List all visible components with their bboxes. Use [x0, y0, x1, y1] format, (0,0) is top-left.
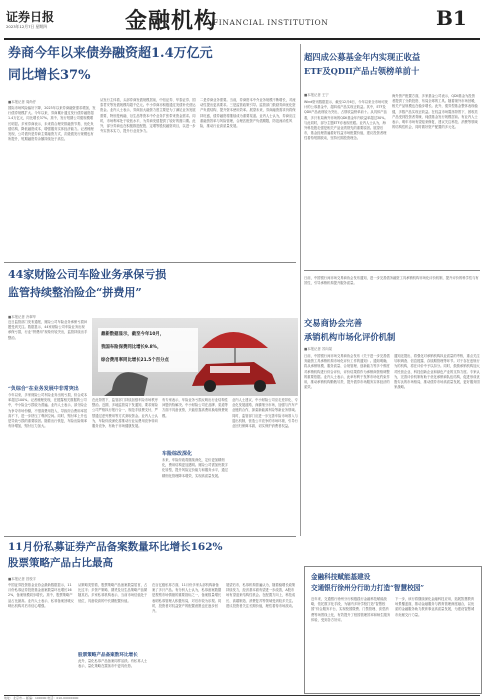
trade-assoc-body-col1: 日前，中国银行间市场交易商协会发布《关于进一步完善债务融资工具承销机构市场化评价工作的通知》。通知明确，将从承销规模、服务质量、合规管理、创新能力等多个维度对承销机构进行综合评价，评价结果将作为承销商资格调整的重要依据。业内人士表示，此举有利于发挥市场化约束作用，推动承销机构勤勉尽责，提升债券市场服务实体经济的质效。: [304, 354, 390, 390]
lead-headline-line1: 券商今年以来债券融资超1.4万亿元: [8, 46, 213, 61]
insurance-subhead2: 车险综改深化: [162, 451, 193, 457]
trade-assoc-byline: ■本报记者 苏向杲: [304, 347, 333, 351]
private-fund-top-rule: [4, 536, 296, 537]
private-fund-body-col2: 从策略类型看，股票策略产品备案数量居首，占比过半；多资产策略、期货及衍生品策略产品紧随其后。多家私募机构表示，当前市场估值处于低位，具备较高的中长期配置价值。: [78, 583, 148, 603]
bank-feature-box: [304, 566, 482, 694]
trade-assoc-top-rule: [304, 270, 480, 271]
etf-byline: ■本报记者 王宁: [304, 93, 329, 97]
etf-body-col1: Wind资讯数据显示，截至12月6日，今年以来全市场可统计的公募基金中，超四成产品实现正收益。其中，ETF及QDII产品表现较为突出，占领收益榜单前十。从具体产品看，多只布局海外市场的QDII基金年内收益率超过30%。与此同时，部分主题ETF亦表现亮眼。业内人士认为，海外科技股走强是相关产品业绩领先的重要原因。展望后市，基金经理普遍看好权益市场配置价值，建议投资者理性看待短期波动，坚持长期投资理念。: [304, 100, 388, 141]
trade-assoc-body-col2: 通知还提出，将强化对承销机构执业质量的考核，重点关注尽职调查、信息披露、存续期管理等环节。对于存在违规行为的机构，将在评价中予以扣分。同时，鼓励承销机构加大对民营企业、科技创新企业和绿色产业的支持力度。专家认为，完善评价机制有助于优化承销商队伍结构，促进形成优胜劣汰的市场格局，推动债券市场高质量发展，更好服务国家战略。: [394, 354, 480, 390]
insurance-top-rule: [4, 262, 296, 263]
section-title-en: FINANCIAL INSTITUTION: [213, 18, 329, 27]
bank-headline-line1: 金融科技赋能基建设: [311, 573, 371, 581]
private-fund-headline-line2: 股票策略产品占比最高: [8, 557, 113, 569]
newspaper-logo: 证券日报: [6, 10, 55, 24]
insurance-subhead: “负综合”在业务发展中非常突出: [8, 386, 79, 392]
lead-body-col1: 国际市场风险偏好下降，2023年以来券商融资需求增加，发行债券规模扩大。今年以来，券商累计通过发行债券融资超1.4万亿元，同比增长37%。其中，发行短期公司债规模增长明显。多家券商表示，未来将合理安排融资节奏，优化负债结构，降低融资成本，增强服务实体经济能力。记者梳理发现，公司债仍是券商主要融资方式，次级债发行规模也有所提升，短期融资券余额持续处于高位。: [8, 106, 96, 142]
lead-body-col2: 从发行主体看，头部券商发债规模居前，中信证券、华泰证券、国泰君安等发债规模均超千亿元。中小券商亦积极通过发债补充营运资金。业内人士表示，券商加大融资力度主要是为了满足业务发展需要，特别是两融、衍生品等资本中介业务扩张带来资金需求。同时，市场利率处于较低水平，为券商发债提供了较好的窗口期。此外，部分券商也在积极推进配股、定增等股权融资项目，以进一步夯实资本实力，提升行业竞争力。: [100, 98, 196, 134]
insurance-headline-line1: 44家财险公司车险业务承保亏损: [8, 268, 167, 281]
bank-headline-line2: 交通银行徐州分行助力打造“智慧校园”: [311, 584, 425, 592]
etf-body-col2: 海外资产配置方面，多家基金公司表示，QDII基金为投资者提供了分散投资、布局全球的工具。随着境外市场回暖，相关产品规模也在稳步增长。此外，债券型基金整体表现稳健，多数产品实现正收益。在权益市场震荡背景下，固收类产品受到投资者青睐，纯债基金发行规模居前。有业内人士表示，明年市场有望迎来修复，建议关注科技、消费等领域的结构性机会，同时做好资产配置的多元化。: [392, 94, 478, 130]
private-fund-byline: ■本报记者 昌校宇: [8, 577, 37, 581]
trade-assoc-headline-line1: 交易商协会完善: [304, 318, 363, 328]
photo-caption-line3: 综合费用率同比增长21.5个百分点: [101, 358, 169, 363]
section-title: 金融机构: [125, 8, 218, 34]
insurance-byline: ■本报记者 冷翠华: [8, 315, 37, 319]
trade-assoc-body-top: 日前，中国银行间市场交易商协会发布通知，进一步完善债务融资工具承销机构市场化评价机制，提升评价的科学性与有效性，引导承销机构提升服务质量。: [304, 276, 479, 286]
insurance-body-col4: 未来，车险综改将继续深化，定价更加精细化，费用结构更加透明。财险公司需加快数字化转型，提升风险定价能力和服务水平，通过精细化管理降本增效，实现高质量发展。: [162, 458, 228, 478]
private-fund-body-col5: 展望后市，私募机构普遍认为，随着稳增长政策持续发力，经济基本面有望进一步改善，A股市场有望迎来结构性机会。在配置方向上，科技成长、高端制造、消费复苏等领域受到较多关注。建议投资者关注长期价值，理性看待市场波动。: [226, 583, 296, 608]
bank-body-col2: 下一步，该行将继续深化金融科技应用，拓展智慧教育场景覆盖面，推动金融服务与教育管理深度融合，以优质的金融服务助力教育事业高质量发展，为建设智慧城市贡献交行力量。: [395, 597, 475, 617]
bank-body-col1: 近年来，交通银行徐州分行积极践行金融科技赋能战略，依托数字化手段，为辖内多所学校打造“智慧校园”综合服务平台，实现校园缴费、门禁管理、食堂消费等场景线上化，有效提升了校园管理效率和师生服务体验，受到各方好评。: [311, 597, 391, 622]
photo-caption-line2: 我国车险保费同比增长9.8%，: [101, 345, 162, 350]
insurance-body-col3: 有专家表示，车险业务亏损反映出行业结构性问题仍待解决。中小财险公司在品牌、渠道等方面不具备优势，只能依靠高费用换取保费规模。: [162, 398, 228, 418]
etf-headline-line1: 超四成公募基金年内实现正收益: [304, 52, 421, 62]
masthead-rule: [4, 38, 480, 40]
insurance-body-col5: 业内人士建议，中小财险公司应走差异化、专业化发展道路，深耕细分市场，加强与汽车产业链的合作，探索新能源车险等新业务领域。同时，监管部门应进一步完善车险市场准入与退出机制，营造公平竞争的市场环境，引导行业回归保障本源，切实保护消费者权益。: [232, 398, 298, 429]
footer-text: 地址：北京市… 邮编：100000 电话：010-00000000: [4, 696, 79, 700]
insurance-headline-line2: 监管持续整治险企“拼费用”: [8, 286, 142, 299]
private-fund-subhead: 股票策略产品备案数环比增长: [78, 653, 138, 658]
photo-caption-line1: 最新数据显示，截至今年10月，: [101, 332, 165, 337]
car-umbrella-photo: [92, 318, 298, 396]
private-fund-body-col1: 中国证券投资基金业协会最新数据显示，11月份私募证券投资基金备案数量环比增长162%，备案规模同步增长。其中，股票策略产品占比最高。业内人士表示，私募备案回暖反映出机构对后市信心增强。: [8, 583, 74, 608]
masthead: [0, 0, 484, 40]
mid-divider: [300, 264, 301, 536]
lead-divider: [300, 44, 301, 264]
private-fund-headline-line1: 11月份私募证券产品备案数量环比增长162%: [8, 541, 223, 553]
private-fund-body-col3: 此外，量化私募产品备案同样活跃。有私募人士表示，量化策略在震荡市中更具优势。: [78, 659, 148, 669]
etf-headline-line2: ETF及QDII产品占领榜单前十: [304, 66, 420, 76]
lead-byline: ■本报记者 周尚伃: [8, 100, 37, 104]
trade-assoc-headline-line2: 承销机构市场化评价机制: [304, 332, 396, 342]
insurance-body-col2: 在此背景下，监管部门持续加强车险市场秩序整治。近期，多地监管局下发通知，要求财险公司严格执行报行合一，规范手续费支付，严禁通过虚列费用等方式套取资金。业内人士认为，车险综改深化将推动行业从费用竞争转向服务竞争，有助于市场健康发展。: [92, 398, 158, 429]
page-number: B1: [436, 6, 467, 30]
insurance-body-col1: 今年以来，多家财险公司车险业务出现亏损，综合成本率超过100%。记者梳理发现，在披露相关数据的公司中，中小险企亏损较为普遍。业内人士表示，部分险企为争夺市场份额，不惜高费用投入，导致综合费用率居高不下，进一步挤压了利润空间。同时，赔付率上升也是导致亏损的重要原因。随着出行恢复，车险出险频率有所增加，赔付压力加大。: [8, 393, 88, 429]
issue-date: 2023年12月7日 星期四: [6, 24, 47, 29]
lead-headline-line2: 同比增长37%: [8, 68, 91, 83]
photo-caption-box: [98, 328, 198, 372]
lead-body-col3: 二是券商业务需要。当前，券商资本中介业务规模不断增长，对流动性提出更高要求。三是监管政策引导。监管部门鼓励券商优化资产负债结构，提升资本使用效率。展望未来，券商融资需求仍将保持旺盛，债券融资将继续成为重要渠道。业内人士认为，券商应注重融资效率与风险管理，合理匹配资产负债期限，防范流动性风险，推动行业高质量发展。: [200, 98, 296, 129]
insurance-body-lead: 近日监管部门发布通报，财险公司车险业务承保亏损问题受到关注。数据显示，44家财险公司车险业务出现承保亏损，行业“拼费用”现象仍较突出，监管持续出手整治。: [8, 320, 88, 340]
private-fund-body-col4: 在百亿级私募方面，11月份多家头部机构新备案了多只产品。有分析人士认为，私募备案数据是观察市场情绪的重要指标之一，备案数量增长表明私募管理人积极布局，对后市较为乐观。同时，投资者对权益资产的配置意愿也在逐步回升。: [152, 583, 222, 614]
